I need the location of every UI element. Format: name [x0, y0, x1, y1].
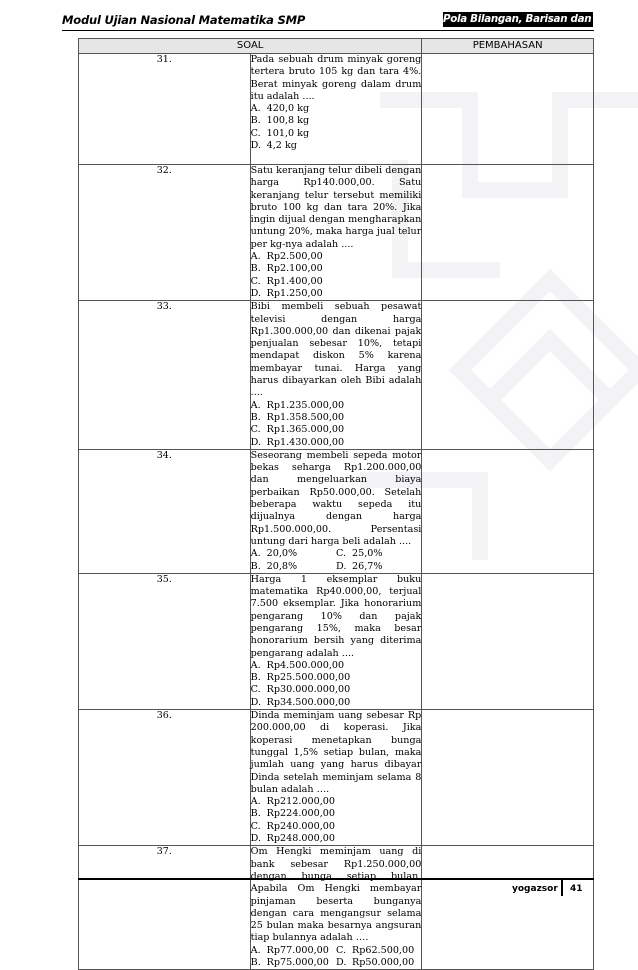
pembahasan-cell — [422, 573, 594, 709]
question-stem: Dinda meminjam uang sebesar Rp 200.000,00 di koperasi. Jika koperasi menetapkan bunga tunggal 1,5% setiap bulan, maka jumlah uang yang harus dibayar Dinda setelah meminjam selama 8 bulan adalah …. — [250, 710, 422, 795]
option-letter: D. — [250, 833, 262, 845]
answer-option-row — [251, 561, 422, 573]
option-letter: C. — [250, 275, 261, 287]
answer-option — [251, 103, 422, 115]
option-text: Rp62.500,00 — [351, 944, 415, 956]
option-letter: C. — [250, 820, 261, 832]
question-number: 32. — [79, 165, 251, 301]
pembahasan-cell — [422, 846, 594, 970]
option-letter: D. — [335, 957, 347, 968]
table-header-row — [79, 39, 594, 54]
answer-option — [251, 437, 422, 449]
option-letter: B. — [250, 115, 261, 127]
question-row — [79, 710, 594, 846]
answer-option — [251, 128, 422, 140]
answer-option — [251, 140, 422, 152]
answer-option — [251, 424, 422, 436]
answer-option — [336, 561, 421, 573]
question-cell — [250, 710, 422, 846]
option-letter: C. — [250, 684, 261, 696]
pembahasan-cell — [422, 449, 594, 573]
question-stem: Satu keranjang telur dibeli dengan harga Rp140.000,00. Satu keranjang telur tersebut memiliki bruto 100 kg dan tara 20%. Jika ingin dijual dengan mengharapkan untung 20%, maka harga jual telur per kg-nya adalah .... — [250, 165, 422, 250]
option-text: 420,0 kg — [266, 103, 310, 115]
question-row — [79, 301, 594, 450]
option-text: 25,0% — [351, 548, 383, 560]
option-letter: B. — [250, 560, 261, 572]
question-cell — [250, 846, 422, 970]
question-cell — [250, 301, 422, 450]
header-pembahasan: PEMBAHASAN — [422, 39, 594, 54]
answer-option — [251, 833, 422, 845]
option-text: Rp2.500,00 — [266, 251, 323, 263]
answer-option — [251, 263, 422, 275]
answer-option — [251, 412, 422, 424]
question-row — [79, 165, 594, 301]
answer-option — [251, 957, 336, 969]
option-letter: B. — [250, 672, 261, 684]
question-stem: Om Hengki meminjam uang di bank sebesar Rp1.250.000,00 dengan bunga setiap bulan. Apabila Om Hengki membayar pinjaman beserta bunganya dengan cara mengangsur selama 25 bulan maka besarnya angsuran tiap bulannya adalah …. — [250, 846, 422, 944]
answer-option — [251, 796, 422, 808]
option-text: Rp1.365.000,00 — [266, 424, 345, 436]
answer-option — [251, 288, 422, 300]
option-letter: A. — [250, 251, 261, 263]
option-text: Rp1.400,00 — [266, 275, 323, 287]
question-cell — [250, 449, 422, 573]
module-title: Modul Ujian Nasional Matematika SMP — [62, 13, 306, 27]
question-number: 33. — [79, 301, 251, 450]
option-letter: D. — [250, 696, 262, 708]
option-text: Rp1.250,00 — [266, 287, 323, 299]
answer-option — [251, 672, 422, 684]
question-cell — [250, 165, 422, 301]
option-text: 101,0 kg — [266, 127, 310, 139]
option-letter: B. — [250, 411, 261, 423]
question-number: 31. — [79, 54, 251, 165]
option-text: Rp1.235.000,00 — [266, 399, 345, 411]
answer-option — [336, 945, 421, 957]
option-letter: C. — [250, 127, 261, 139]
answer-option — [336, 957, 421, 969]
pembahasan-cell — [422, 710, 594, 846]
option-letter: A. — [250, 103, 261, 115]
option-letter: D. — [250, 287, 262, 299]
answer-option — [251, 684, 422, 696]
question-table — [78, 38, 594, 970]
option-letter: B. — [250, 808, 261, 820]
option-text: Rp2.100,00 — [266, 263, 323, 275]
question-stem: Bibi membeli sebuah pesawat televisi dengan harga Rp1.300.000,00 dan dikenai pajak penjualan sebesar 10%, tetapi mendapat diskon 5% karena membayar tunai. Harga yang harus dibayarkan oleh Bibi adalah .... — [250, 301, 422, 399]
question-number: 36. — [79, 710, 251, 846]
option-text: Rp4.500.000,00 — [266, 659, 345, 671]
question-stem: Pada sebuah drum minyak goreng tertera bruto 105 kg dan tara 4%. Berat minyak goreng dalam drum itu adalah .... — [250, 54, 422, 102]
option-letter: A. — [250, 944, 261, 956]
footer-author: yogazsor — [512, 884, 558, 894]
option-letter: D. — [335, 560, 347, 572]
pembahasan-cell — [422, 54, 594, 165]
answer-option-row — [251, 548, 422, 560]
option-letter: B. — [250, 263, 261, 275]
answer-option — [251, 945, 336, 957]
option-text: Rp1.358.500,00 — [266, 411, 345, 423]
option-text: 100,8 kg — [266, 115, 310, 127]
page-number: 41 — [570, 884, 583, 894]
answer-option — [251, 660, 422, 672]
answer-option — [251, 251, 422, 263]
question-row — [79, 54, 594, 165]
answer-option-row — [251, 957, 422, 969]
pembahasan-cell — [422, 165, 594, 301]
footer-divider — [78, 878, 594, 880]
option-text: Rp77.000,00 — [266, 944, 329, 956]
option-text: Rp25.500.000,00 — [266, 672, 351, 684]
question-number: 37. — [79, 846, 251, 970]
question-number: 35. — [79, 573, 251, 709]
option-letter: B. — [250, 957, 261, 968]
question-stem: Harga 1 eksemplar buku matematika Rp40.000,00, terjual 7.500 eksemplar. Jika honorarium pengarang 10% dan pajak pengarang 15%, maka besar honorarium bersih yang diterima pengarang adalah .... — [250, 573, 422, 659]
option-letter: A. — [250, 659, 261, 671]
question-row — [79, 449, 594, 573]
footer-separator — [561, 880, 563, 896]
question-row — [79, 846, 594, 970]
answer-option — [251, 276, 422, 288]
chapter-title-badge: Pola Bilangan, Barisan dan Deret — [443, 13, 626, 25]
option-text: 20,0% — [266, 548, 298, 560]
header-divider — [62, 30, 594, 31]
option-text: 26,7% — [351, 560, 383, 572]
answer-option — [251, 697, 422, 709]
option-text: Rp50.000,00 — [351, 957, 415, 968]
option-text: Rp30.000.000,00 — [266, 684, 351, 696]
answer-option — [251, 821, 422, 833]
option-letter: D. — [250, 140, 262, 152]
option-letter: A. — [250, 399, 261, 411]
option-letter: C. — [335, 944, 347, 956]
option-text: 4,2 kg — [266, 140, 297, 152]
option-text: Rp240.000,00 — [266, 820, 335, 832]
pembahasan-cell — [422, 301, 594, 450]
option-letter: C. — [335, 548, 347, 560]
question-cell — [250, 573, 422, 709]
question-number: 34. — [79, 449, 251, 573]
header-soal: SOAL — [79, 39, 422, 54]
option-text: 20,8% — [266, 560, 298, 572]
option-text: Rp1.430.000,00 — [266, 436, 345, 448]
option-text: Rp248.000,00 — [266, 833, 335, 845]
option-text: Rp75.000,00 — [266, 957, 329, 968]
question-cell — [250, 54, 422, 165]
option-text: Rp224.000,00 — [266, 808, 335, 820]
option-text: Rp212.000,00 — [266, 796, 335, 808]
question-stem: Seseorang membeli sepeda motor bekas seharga Rp1.200.000,00 dan mengeluarkan biaya perbaikan Rp50.000,00. Setelah beberapa waktu sepeda itu dijualnya dengan harga Rp1.500.000,00. Persentasi untung dari harga beli adalah .... — [250, 449, 422, 547]
answer-option — [251, 561, 336, 573]
answer-option — [251, 548, 336, 560]
answer-option — [251, 400, 422, 412]
answer-option — [336, 548, 421, 560]
option-letter: A. — [250, 796, 261, 808]
option-letter: C. — [250, 424, 261, 436]
option-letter: A. — [250, 548, 261, 560]
question-row — [79, 573, 594, 709]
option-letter: D. — [250, 436, 262, 448]
answer-option — [251, 808, 422, 820]
answer-option-row — [251, 945, 422, 957]
option-text: Rp34.500.000,00 — [266, 696, 351, 708]
answer-option — [251, 115, 422, 127]
